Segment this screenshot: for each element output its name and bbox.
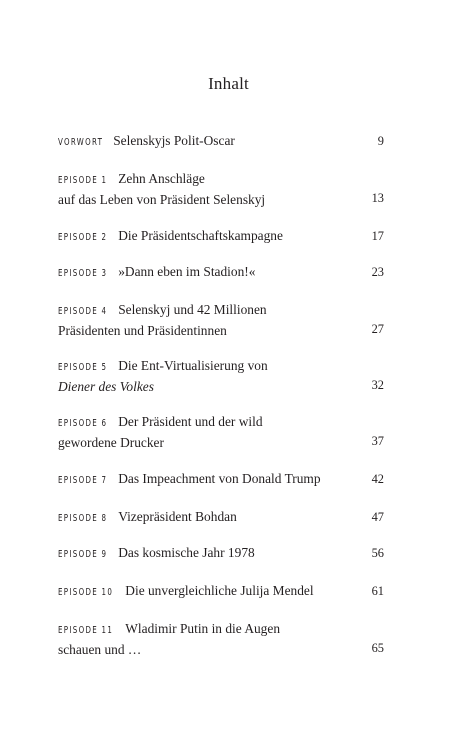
page-number: 47 [371,510,384,524]
entry-title: Die Ent-Virtualisierung von [118,358,268,373]
toc-entry-episode-11 [58,619,384,659]
entry-title: Zehn Anschläge [118,171,205,186]
entry-label: EPISODE 3 [58,268,108,279]
page-number: 9 [377,134,384,148]
entry-label: EPISODE 2 [58,232,108,243]
toc-entry-episode-1 [58,169,384,209]
page-number: 27 [371,322,384,336]
entry-title: Selenskyj und 42 Millionen [118,302,267,317]
page-number: 13 [371,191,384,205]
entry-title: Wladimir Putin in die Augen [125,621,281,636]
entry-title-continued: gewordene Drucker [58,435,164,451]
entry-label: EPISODE 8 [58,513,108,524]
entry-title: Das kosmische Jahr 1978 [118,545,255,560]
entry-title-continued: Diener des Volkes [58,379,154,395]
toc-entry-episode-8 [58,507,384,528]
entry-title-continued: schauen und … [58,642,142,658]
entry-label: EPISODE 7 [58,475,108,486]
toc-entry-episode-6 [58,412,384,452]
page-number: 61 [371,584,384,598]
entry-title: Die unvergleichliche Julija Mendel [125,583,314,598]
entry-title-continued: Präsidenten und Präsidentinnen [58,323,227,339]
entry-title: Die Präsidentschaftskampagne [118,228,283,243]
entry-label: EPISODE 5 [58,362,108,373]
toc-entry-episode-5 [58,356,384,396]
entry-title-continued: auf das Leben von Präsident Selenskyj [58,192,266,208]
page-number: 42 [371,472,384,486]
entry-title: »Dann eben im Stadion!« [118,264,256,279]
entry-title: Selenskyjs Polit-Oscar [113,133,235,148]
entry-label: EPISODE 10 [58,587,114,598]
page-title: Inhalt [208,74,249,93]
page-number: 37 [371,434,384,448]
toc-entry-episode-9 [58,543,384,564]
entry-label: EPISODE 4 [58,306,108,317]
page-number: 23 [371,265,384,279]
toc-entry-episode-10 [58,581,384,602]
toc-entry-vorwort [58,131,384,152]
entry-title: Der Präsident und der wild [118,414,263,429]
entry-title: Das Impeachment von Donald Trump [118,471,321,486]
page-number: 32 [371,378,384,392]
entry-label: VORWORT [58,137,104,148]
entry-label: EPISODE 11 [58,625,114,636]
toc-entry-episode-4 [58,300,384,340]
entry-title: Vizepräsident Bohdan [118,509,237,524]
toc-entry-episode-2 [58,226,384,247]
toc-entry-episode-3 [58,262,384,283]
page-number: 17 [371,229,384,243]
entry-label: EPISODE 6 [58,418,108,429]
entry-label: EPISODE 1 [58,175,108,186]
toc-entry-episode-7 [58,469,384,490]
page-number: 56 [371,546,384,560]
page-number: 65 [371,641,384,655]
entry-label: EPISODE 9 [58,549,108,560]
